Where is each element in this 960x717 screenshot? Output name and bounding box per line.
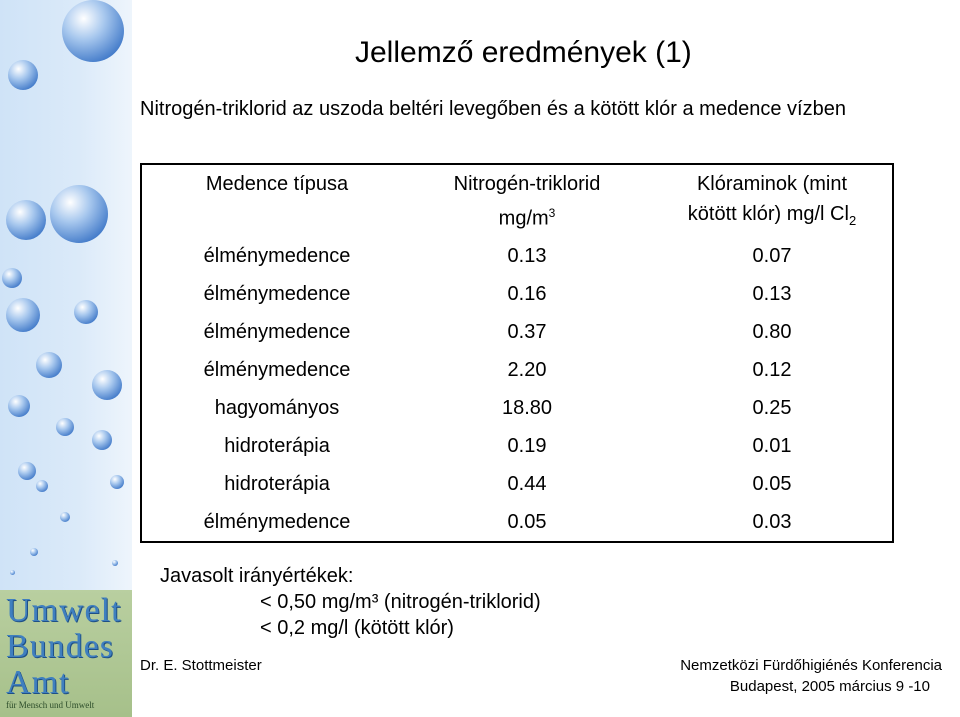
bubble-decoration <box>36 352 62 378</box>
bubble-decoration <box>6 298 40 332</box>
table-row-chloramines: 0.07 <box>752 245 792 267</box>
table-row-chloramines: 0.13 <box>752 283 792 305</box>
bubble-decoration <box>60 512 70 522</box>
bubble-decoration <box>30 548 38 556</box>
table-row-type: élménymedence <box>203 245 351 267</box>
table-row-type: hidroterápia <box>224 473 330 495</box>
slide-title: Jellemző eredmények (1) <box>355 36 692 69</box>
table-row-chloramines: 0.80 <box>752 321 792 343</box>
recommendation-bound-chlorine: < 0,2 mg/l (kötött klór) <box>260 617 454 639</box>
recommendations-heading: Javasolt irányértékek: <box>160 565 354 587</box>
table-row-ncl3: 0.44 <box>507 473 547 495</box>
table-row-ncl3: 0.19 <box>507 435 547 457</box>
recommended-values <box>160 563 541 641</box>
bubble-decoration <box>10 570 15 575</box>
bubble-decoration <box>92 430 112 450</box>
footer-conference: Nemzetközi Fürdőhigiénés Konferencia <box>680 657 942 674</box>
table-row-ncl3: 0.16 <box>507 283 547 305</box>
logo-word-amt: Amt <box>6 664 70 701</box>
table-row-type: hagyományos <box>214 397 340 419</box>
bubble-decoration <box>36 480 48 492</box>
bubble-decoration <box>62 0 124 62</box>
header-chloramines-unit: kötött klór) mg/l $Cl_2$ <box>687 203 857 228</box>
bubble-decoration <box>8 395 30 417</box>
bubble-decoration <box>6 200 46 240</box>
bubble-decoration <box>112 560 118 566</box>
table-row-type: élménymedence <box>203 359 351 381</box>
header-pool-type: Medence típusa <box>205 173 349 195</box>
recommendation-ncl3: < 0,50 mg/m³ (nitrogén-triklorid) <box>260 591 541 613</box>
header-ncl3: Nitrogén-triklorid <box>453 173 601 195</box>
table-row-ncl3: 0.05 <box>507 511 547 533</box>
bubble-decoration <box>50 185 108 243</box>
bubble-decoration <box>74 300 98 324</box>
umweltbundesamt-logo <box>0 590 132 717</box>
footer-author: Dr. E. Stottmeister <box>140 657 262 674</box>
logo-word-umwelt: Umwelt <box>6 592 122 629</box>
bubble-decoration <box>56 418 74 436</box>
bubble-decoration <box>92 370 122 400</box>
logo-tagline: für Mensch und Umwelt <box>6 700 95 710</box>
table-row-type: hidroterápia <box>224 435 330 457</box>
table-row-chloramines: 0.12 <box>752 359 792 381</box>
table-row-chloramines: 0.25 <box>752 397 792 419</box>
table-row-type: élménymedence <box>203 511 351 533</box>
logo-word-bundes: Bundes <box>6 628 114 665</box>
table-row-ncl3: 0.37 <box>507 321 547 343</box>
results-table <box>140 163 894 543</box>
table-row-ncl3: 0.13 <box>507 245 547 267</box>
table-row-ncl3: 2.20 <box>507 359 547 381</box>
bubble-decoration <box>110 475 124 489</box>
header-chloramines: Klóraminok (mint <box>696 173 848 195</box>
bubble-decoration <box>18 462 36 480</box>
table-row-type: élménymedence <box>203 321 351 343</box>
table-row-chloramines: 0.03 <box>752 511 792 533</box>
table-row-chloramines: 0.01 <box>752 435 792 457</box>
bubble-decoration <box>2 268 22 288</box>
footer-place-date: Budapest, 2005 március 9 -10 <box>729 678 930 695</box>
header-ncl3-unit: $mg/m^3$ <box>498 206 556 230</box>
table-row-type: élménymedence <box>203 283 351 305</box>
table-row-ncl3: 18.80 <box>501 397 553 419</box>
slide-subtitle: Nitrogén-triklorid az uszoda beltéri levegőben és a kötött klór a medence vízben <box>140 98 846 120</box>
table-row-chloramines: 0.05 <box>752 473 792 495</box>
bubble-decoration <box>8 60 38 90</box>
